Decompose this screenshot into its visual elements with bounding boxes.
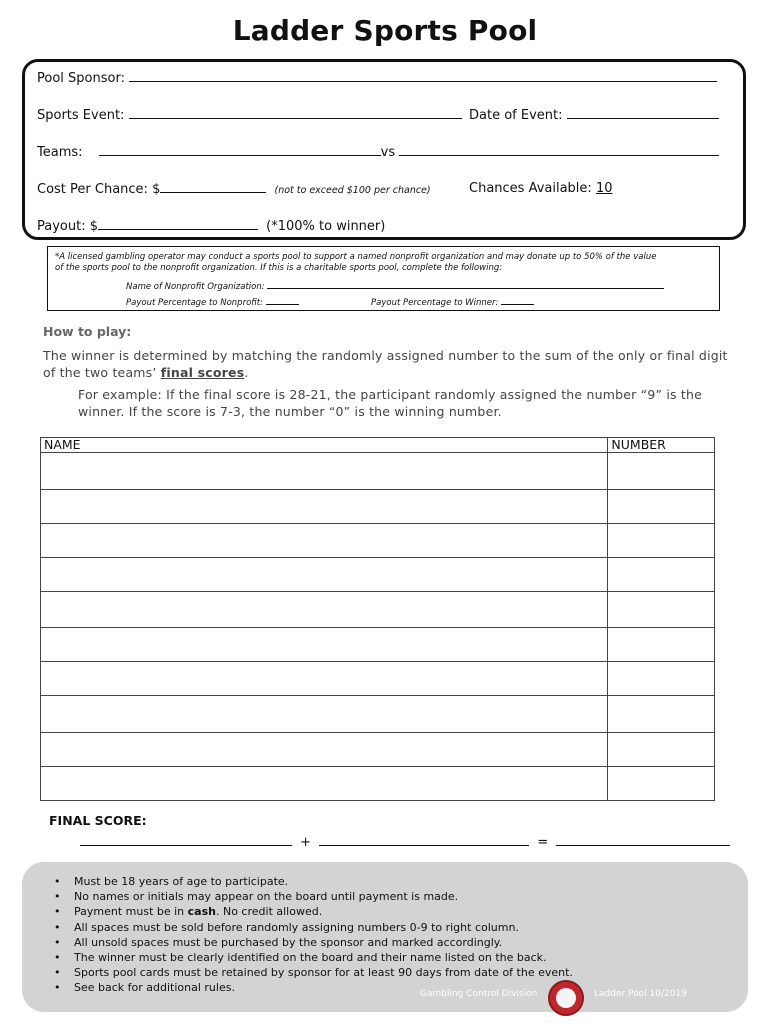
- pct-nonprofit-label: Payout Percentage to Nonprofit:: [126, 298, 263, 308]
- rule-item: [54, 904, 573, 919]
- rule-item: [54, 874, 573, 889]
- date-of-event-field[interactable]: [567, 107, 719, 119]
- date-of-event-row: [469, 107, 719, 123]
- bullet-icon: •: [54, 875, 61, 888]
- table-row: [41, 662, 715, 696]
- table-header-row: [41, 438, 715, 453]
- vs-label: vs: [380, 145, 396, 160]
- rule-text: Must be 18 years of age to participate.: [74, 875, 289, 888]
- name-column-header: NAME: [41, 438, 608, 453]
- name-cell[interactable]: [41, 696, 608, 733]
- table-row: [41, 628, 715, 662]
- table-row: [41, 733, 715, 767]
- team-two-field[interactable]: [399, 144, 719, 156]
- name-cell[interactable]: [41, 524, 608, 558]
- pct-nonprofit-row: [126, 296, 299, 308]
- page-title: Ladder Sports Pool: [232, 14, 538, 47]
- rule-text: Sports pool cards must be retained by sponsor for at least 90 days from date of the event.: [74, 966, 573, 980]
- pool-sponsor-label: Pool Sponsor:: [37, 71, 125, 86]
- bullet-icon: •: [54, 890, 61, 904]
- plus-sign: +: [300, 835, 312, 850]
- chances-value: 10: [595, 181, 613, 196]
- cost-field[interactable]: [160, 181, 266, 193]
- bullet-icon: •: [54, 920, 61, 934]
- pct-nonprofit-field[interactable]: [266, 296, 299, 305]
- number-cell[interactable]: [608, 490, 715, 524]
- name-cell[interactable]: [41, 490, 608, 524]
- team-one-score-field[interactable]: [80, 834, 292, 846]
- final-scores-emphasis: final scores: [160, 365, 245, 380]
- table-row: [41, 696, 715, 733]
- payout-note: (*100% to winner): [266, 219, 386, 234]
- number-cell[interactable]: [608, 733, 715, 767]
- how-to-play-rule: [43, 347, 733, 381]
- rule-text: The winner is determined by matching the randomly assigned number to the sum of the only or final digit of the two teams’: [43, 348, 728, 380]
- date-of-event-label: Date of Event:: [469, 108, 563, 123]
- table-body: [41, 453, 715, 801]
- cash-emphasis: cash: [187, 905, 216, 919]
- table-row: [41, 453, 715, 490]
- rule-text: No names or initials may appear on the board until payment is made.: [74, 890, 459, 904]
- pct-winner-label: Payout Percentage to Winner:: [371, 298, 499, 308]
- footer-form-id: Ladder Pool 10/2019: [594, 989, 687, 999]
- table-row: [41, 490, 715, 524]
- rule-text-end: .: [244, 365, 249, 380]
- rule-text: See back for additional rules.: [74, 981, 235, 995]
- bullet-icon: •: [54, 905, 61, 919]
- rule-item: [54, 920, 573, 935]
- payout-field[interactable]: [98, 218, 258, 230]
- name-number-table: [40, 437, 715, 801]
- sum-score-field[interactable]: [556, 834, 730, 846]
- rule-item: [54, 889, 573, 904]
- pool-sponsor-row: [37, 70, 717, 86]
- payout-label: Payout: $: [37, 219, 98, 234]
- rule-text: All spaces must be sold before randomly assigning numbers 0-9 to right column.: [74, 920, 519, 934]
- bullet-icon: •: [54, 951, 61, 965]
- sports-event-field[interactable]: [129, 107, 462, 119]
- payout-row: [37, 218, 385, 234]
- name-cell[interactable]: [41, 453, 608, 490]
- bullet-icon: •: [54, 966, 61, 980]
- name-cell[interactable]: [41, 767, 608, 801]
- nonprofit-org-field[interactable]: [267, 280, 664, 289]
- number-cell[interactable]: [608, 767, 715, 801]
- teams-row: [37, 144, 719, 160]
- number-cell[interactable]: [608, 628, 715, 662]
- cost-label: Cost Per Chance: $: [37, 182, 161, 197]
- teams-label: Teams:: [37, 145, 83, 160]
- number-cell[interactable]: [608, 453, 715, 490]
- equals-sign: =: [537, 835, 549, 850]
- name-cell[interactable]: [41, 558, 608, 592]
- cost-row: [37, 181, 431, 197]
- name-cell[interactable]: [41, 592, 608, 628]
- number-cell[interactable]: [608, 592, 715, 628]
- nonprofit-notice-line2: of the sports pool to the nonprofit organization. If this is a charitable sports pool, complete the following:: [55, 263, 503, 273]
- nonprofit-org-label: Name of Nonprofit Organization:: [126, 282, 265, 292]
- final-score-heading: FINAL SCORE:: [49, 813, 147, 828]
- bullet-icon: •: [54, 935, 61, 949]
- gambling-control-seal-icon: [548, 980, 584, 1016]
- sports-event-row: [37, 107, 462, 123]
- pct-winner-field[interactable]: [501, 296, 534, 305]
- pool-info-box: [22, 59, 746, 240]
- rule-text: The winner must be clearly identified on the board and their name listed on the back.: [74, 951, 547, 965]
- number-cell[interactable]: [608, 524, 715, 558]
- final-score-row: [80, 834, 730, 850]
- pct-winner-row: [371, 296, 534, 308]
- team-two-score-field[interactable]: [319, 834, 529, 846]
- team-one-field[interactable]: [99, 144, 381, 156]
- nonprofit-notice-line1: *A licensed gambling operator may conduct a sports pool to support a named nonprofit organization and may donate up to 50% of the value: [55, 252, 657, 262]
- number-cell[interactable]: [608, 662, 715, 696]
- rules-list: [22, 874, 573, 996]
- name-cell[interactable]: [41, 733, 608, 767]
- rule-item: [54, 965, 573, 980]
- nonprofit-box: [47, 246, 720, 311]
- rule-text: Payment must be in cash. No credit allowed.: [74, 905, 323, 919]
- table-row: [41, 767, 715, 801]
- rule-text: All unsold spaces must be purchased by the sponsor and marked accordingly.: [74, 935, 503, 949]
- table-row: [41, 524, 715, 558]
- rule-item: [54, 935, 573, 950]
- chances-row: [469, 181, 612, 196]
- number-cell[interactable]: [608, 696, 715, 733]
- how-to-play-example: For example: If the final score is 28-21, the participant randomly assigned the number “9” is the winner. If the score is 7-3, the number “0” is the winning number.: [78, 387, 702, 419]
- chances-label: Chances Available:: [469, 181, 592, 196]
- sports-event-label: Sports Event:: [37, 108, 125, 123]
- nonprofit-org-row: [126, 280, 664, 292]
- table-row: [41, 558, 715, 592]
- table-row: [41, 592, 715, 628]
- bullet-icon: •: [54, 981, 61, 995]
- pool-sponsor-field[interactable]: [129, 70, 717, 82]
- name-cell[interactable]: [41, 628, 608, 662]
- number-cell[interactable]: [608, 558, 715, 592]
- cost-note: (not to exceed $100 per chance): [274, 185, 431, 196]
- how-to-play-heading: How to play:: [43, 324, 132, 339]
- name-cell[interactable]: [41, 662, 608, 696]
- number-column-header: NUMBER: [608, 438, 715, 453]
- footer-division: Gambling Control Division: [420, 989, 538, 999]
- rule-item: [54, 950, 573, 965]
